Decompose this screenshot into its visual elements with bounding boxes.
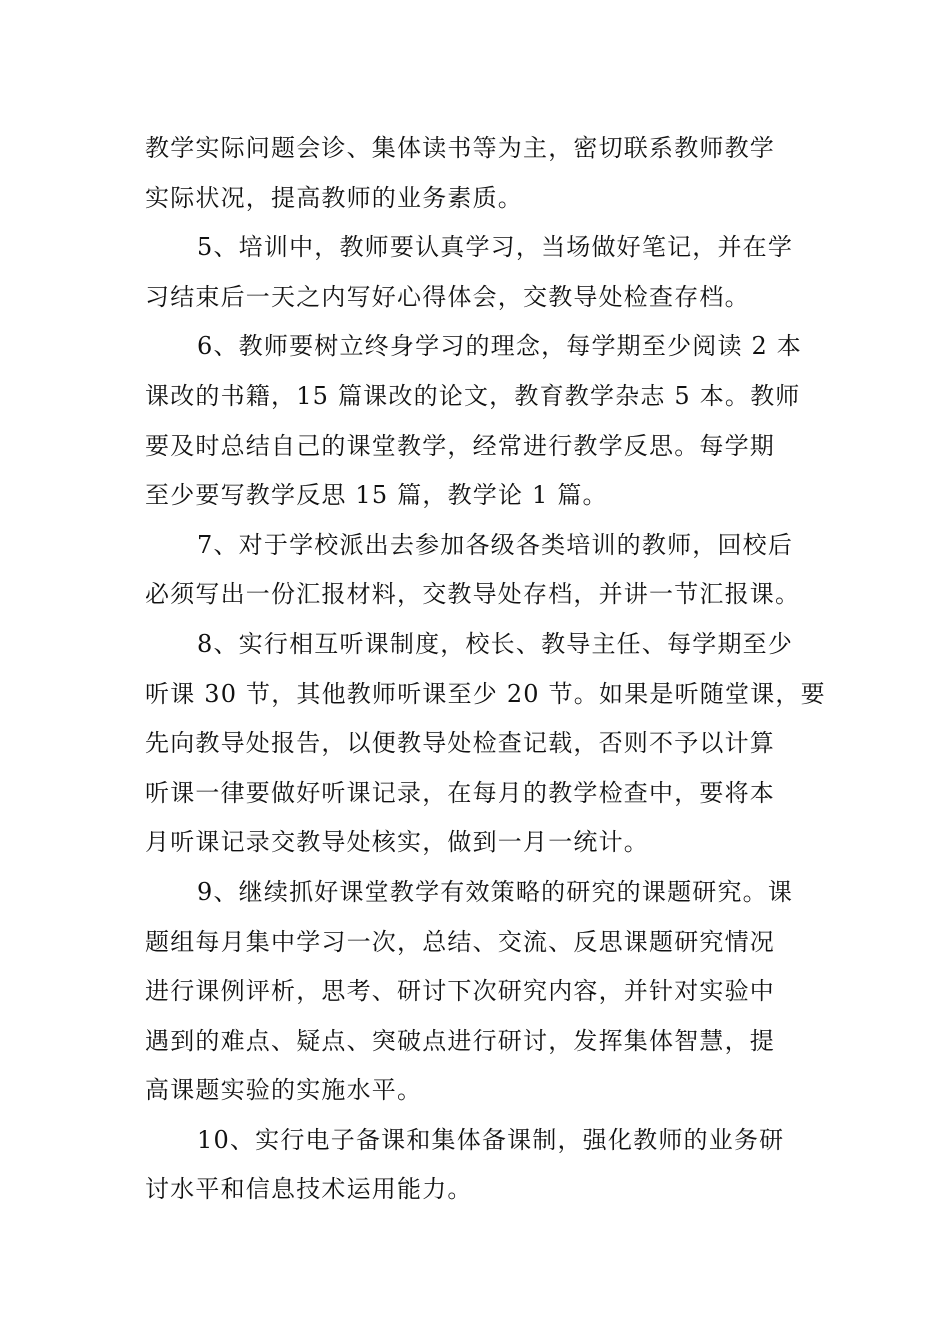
text-line: 8、实行相互听课制度，校长、教导主任、每学期至少 xyxy=(197,629,794,658)
text-line: 至少要写教学反思 15 篇，教学论 1 篇。 xyxy=(145,481,608,510)
text-line: 9、继续抓好课堂教学有效策略的研究的课题研究。课 xyxy=(197,877,794,906)
text-line: 先向教导处报告，以便教导处检查记载，否则不予以计算 xyxy=(145,729,775,758)
text-line: 遇到的难点、疑点、突破点进行研讨，发挥集体智慧，提 xyxy=(145,1026,775,1055)
text-line: 6、教师要树立终身学习的理念，每学期至少阅读 2 本 xyxy=(197,332,802,361)
text-line: 听课一律要做好听课记录，在每月的教学检查中，要将本 xyxy=(145,778,775,807)
text-line: 5、培训中，教师要认真学习，当场做好笔记，并在学 xyxy=(197,233,794,262)
text-line: 习结束后一天之内写好心得体会，交教导处检查存档。 xyxy=(145,282,750,311)
paragraph-item-5 xyxy=(145,223,810,322)
text-line: 讨水平和信息技术运用能力。 xyxy=(145,1175,473,1204)
text-line: 要及时总结自己的课堂教学，经常进行教学反思。每学期 xyxy=(145,431,775,460)
text-line: 高课题实验的实施水平。 xyxy=(145,1076,423,1105)
document-body xyxy=(145,124,826,1215)
text-line: 7、对于学校派出去参加各级各类培训的教师，回校后 xyxy=(197,530,794,559)
text-line: 实际状况，提高教师的业务素质。 xyxy=(145,183,523,212)
text-line: 教学实际问题会诊、集体读书等为主，密切联系教师教学 xyxy=(145,134,775,162)
text-line: 月听课记录交教导处核实，做到一月一统计。 xyxy=(145,828,649,857)
paragraph-continuation xyxy=(145,124,810,223)
text-line: 进行课例评析，思考、研讨下次研究内容，并针对实验中 xyxy=(145,977,775,1006)
paragraph-item-6 xyxy=(145,322,810,520)
paragraph-item-8 xyxy=(145,620,826,868)
text-line: 课改的书籍，15 篇课改的论文，教育教学杂志 5 本。教师 xyxy=(145,381,801,410)
text-line: 10、实行电子备课和集体备课制，强化教师的业务研 xyxy=(197,1125,785,1154)
paragraph-item-9 xyxy=(145,868,810,1116)
text-line: 必须写出一份汇报材料，交教导处存档，并讲一节汇报课。 xyxy=(145,580,801,609)
text-line: 题组每月集中学习一次，总结、交流、反思课题研究情况 xyxy=(145,927,775,956)
paragraph-item-10 xyxy=(145,1116,810,1215)
text-line: 听课 30 节，其他教师听课至少 20 节。如果是听随堂课，要 xyxy=(145,679,826,708)
paragraph-item-7 xyxy=(145,521,810,620)
